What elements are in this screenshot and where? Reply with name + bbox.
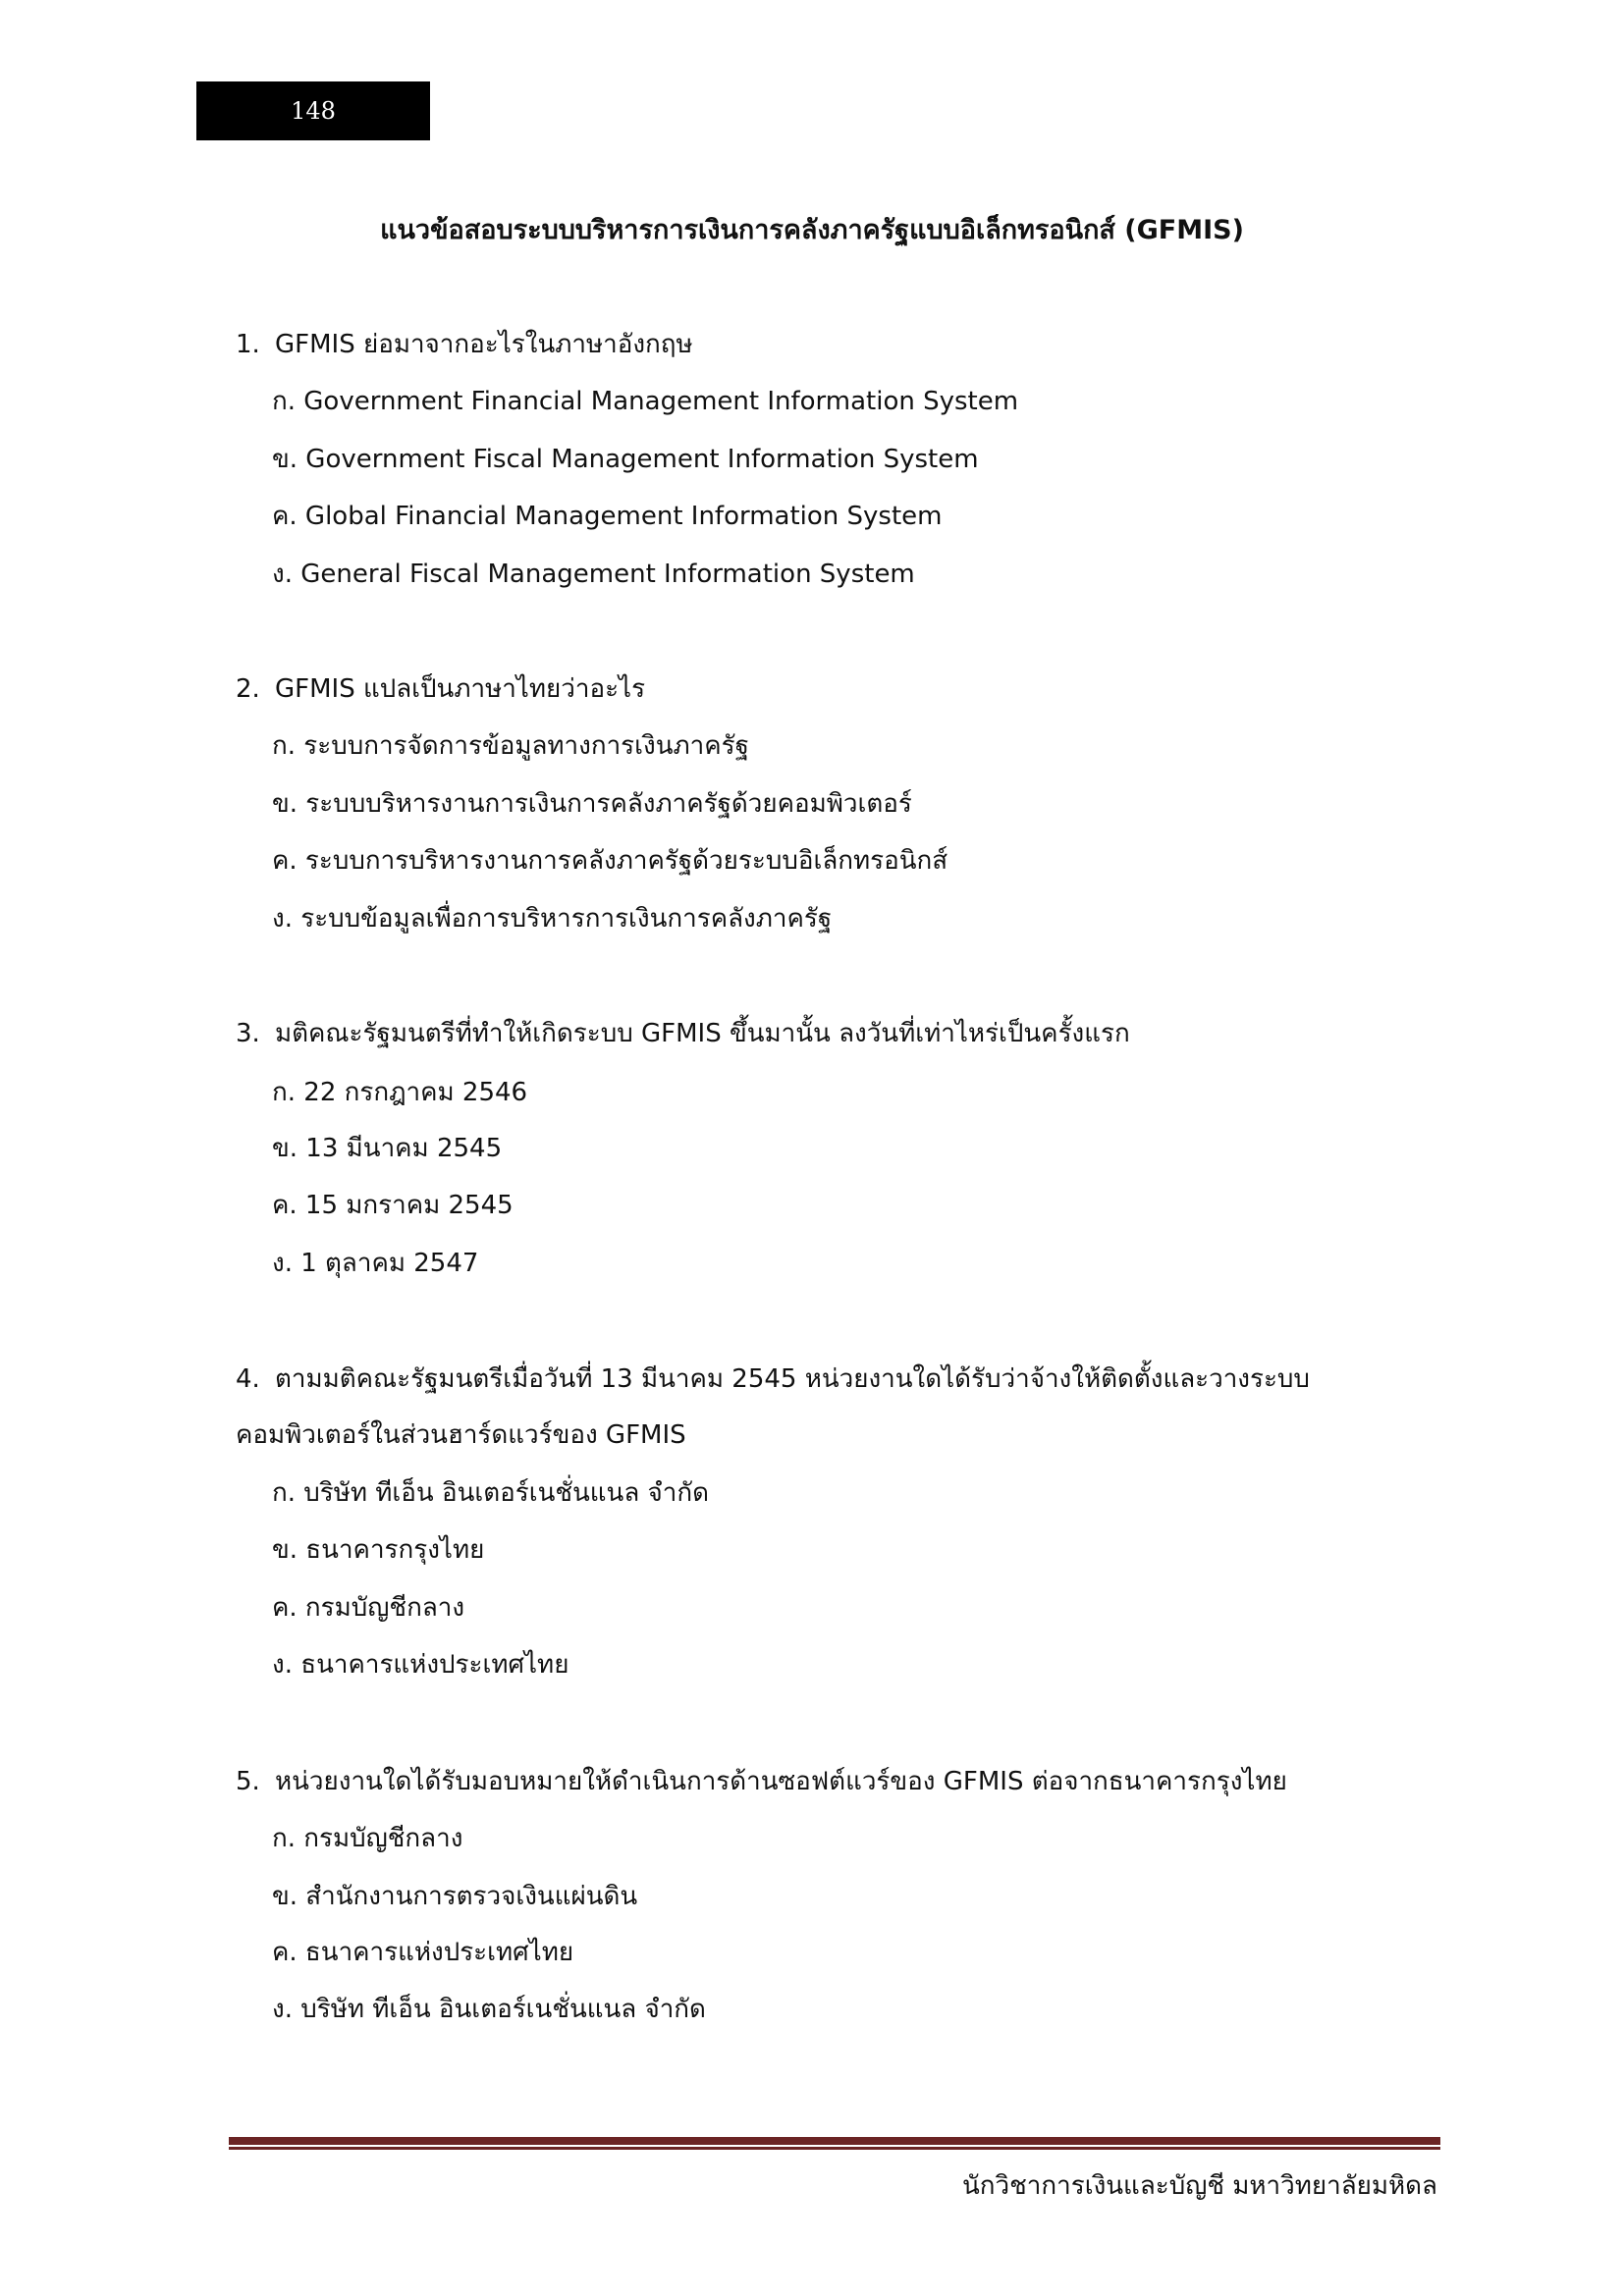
- option: ง. ธนาคารแห่งประเทศไทย: [272, 1650, 569, 1680]
- option: ง. General Fiscal Management Information System: [272, 560, 915, 589]
- option: ง. 1 ตุลาคม 2547: [272, 1249, 479, 1278]
- question-number: 4.: [236, 1364, 260, 1394]
- option: ข. ธนาคารกรุงไทย: [272, 1535, 485, 1565]
- option: ค. ธนาคารแห่งประเทศไทย: [272, 1938, 574, 1967]
- document-title: แนวข้อสอบระบบบริหารการเงินการคลังภาครัฐแบบอิเล็กทรอนิกส์ (GFMIS): [380, 215, 1244, 245]
- question-number: 1.: [236, 330, 260, 359]
- question-4: [236, 1359, 1310, 1399]
- question-3: [236, 1013, 1130, 1053]
- question-text-continued: คอมพิวเตอร์ในส่วนฮาร์ดแวร์ของ GFMIS: [236, 1420, 686, 1450]
- question-text: หน่วยงานใดได้รับมอบหมายให้ดำเนินการด้านซอฟต์แวร์ของ GFMIS ต่อจากธนาคารกรุงไทย: [275, 1767, 1287, 1796]
- question-number: 2.: [236, 674, 260, 704]
- footer-rule-thin: [229, 2147, 1440, 2150]
- option: ข. 13 มีนาคม 2545: [272, 1134, 503, 1163]
- option: ก. 22 กรกฎาคม 2546: [272, 1078, 528, 1107]
- option: ค. 15 มกราคม 2545: [272, 1191, 514, 1220]
- question-text: GFMIS ย่อมาจากอะไรในภาษาอังกฤษ: [275, 330, 693, 359]
- option: ก. บริษัท ทีเอ็น อินเตอร์เนชั่นแนล จำกัด: [272, 1478, 709, 1508]
- option: ข. Government Fiscal Management Information System: [272, 445, 979, 474]
- page-number-box: [196, 81, 430, 140]
- question-number: 3.: [236, 1019, 260, 1048]
- option: ก. Government Financial Management Information System: [272, 387, 1019, 416]
- question-2: [236, 668, 645, 709]
- question-text: ตามมติคณะรัฐมนตรีเมื่อวันที่ 13 มีนาคม 2545 หน่วยงานใดได้รับว่าจ้างให้ติดตั้งและวางระบบ: [275, 1364, 1310, 1394]
- option: ก. ระบบการจัดการข้อมูลทางการเงินภาครัฐ: [272, 731, 749, 761]
- footer-rule: [229, 2137, 1440, 2145]
- option: ก. กรมบัญชีกลาง: [272, 1824, 463, 1853]
- question-number: 5.: [236, 1767, 260, 1796]
- question-1: [236, 324, 693, 364]
- footer-text: นักวิชาการเงินและบัญชี มหาวิทยาลัยมหิดล: [962, 2171, 1437, 2201]
- option: ข. สำนักงานการตรวจเงินแผ่นดิน: [272, 1882, 638, 1911]
- question-text: มติคณะรัฐมนตรีที่ทำให้เกิดระบบ GFMIS ขึ้นมานั้น ลงวันที่เท่าไหร่เป็นครั้งแรก: [275, 1019, 1130, 1048]
- option: ง. ระบบข้อมูลเพื่อการบริหารการเงินการคลังภาครัฐ: [272, 904, 833, 934]
- page-number: 148: [291, 97, 336, 125]
- question-5: [236, 1761, 1287, 1801]
- option: ง. บริษัท ทีเอ็น อินเตอร์เนชั่นแนล จำกัด: [272, 1995, 706, 2024]
- option: ค. ระบบการบริหารงานการคลังภาครัฐด้วยระบบอิเล็กทรอนิกส์: [272, 846, 948, 876]
- option: ค. กรมบัญชีกลาง: [272, 1593, 465, 1623]
- question-text: GFMIS แปลเป็นภาษาไทยว่าอะไร: [275, 674, 646, 704]
- option: ข. ระบบบริหารงานการเงินการคลังภาครัฐด้วยคอมพิวเตอร์: [272, 789, 912, 819]
- option: ค. Global Financial Management Information System: [272, 502, 943, 531]
